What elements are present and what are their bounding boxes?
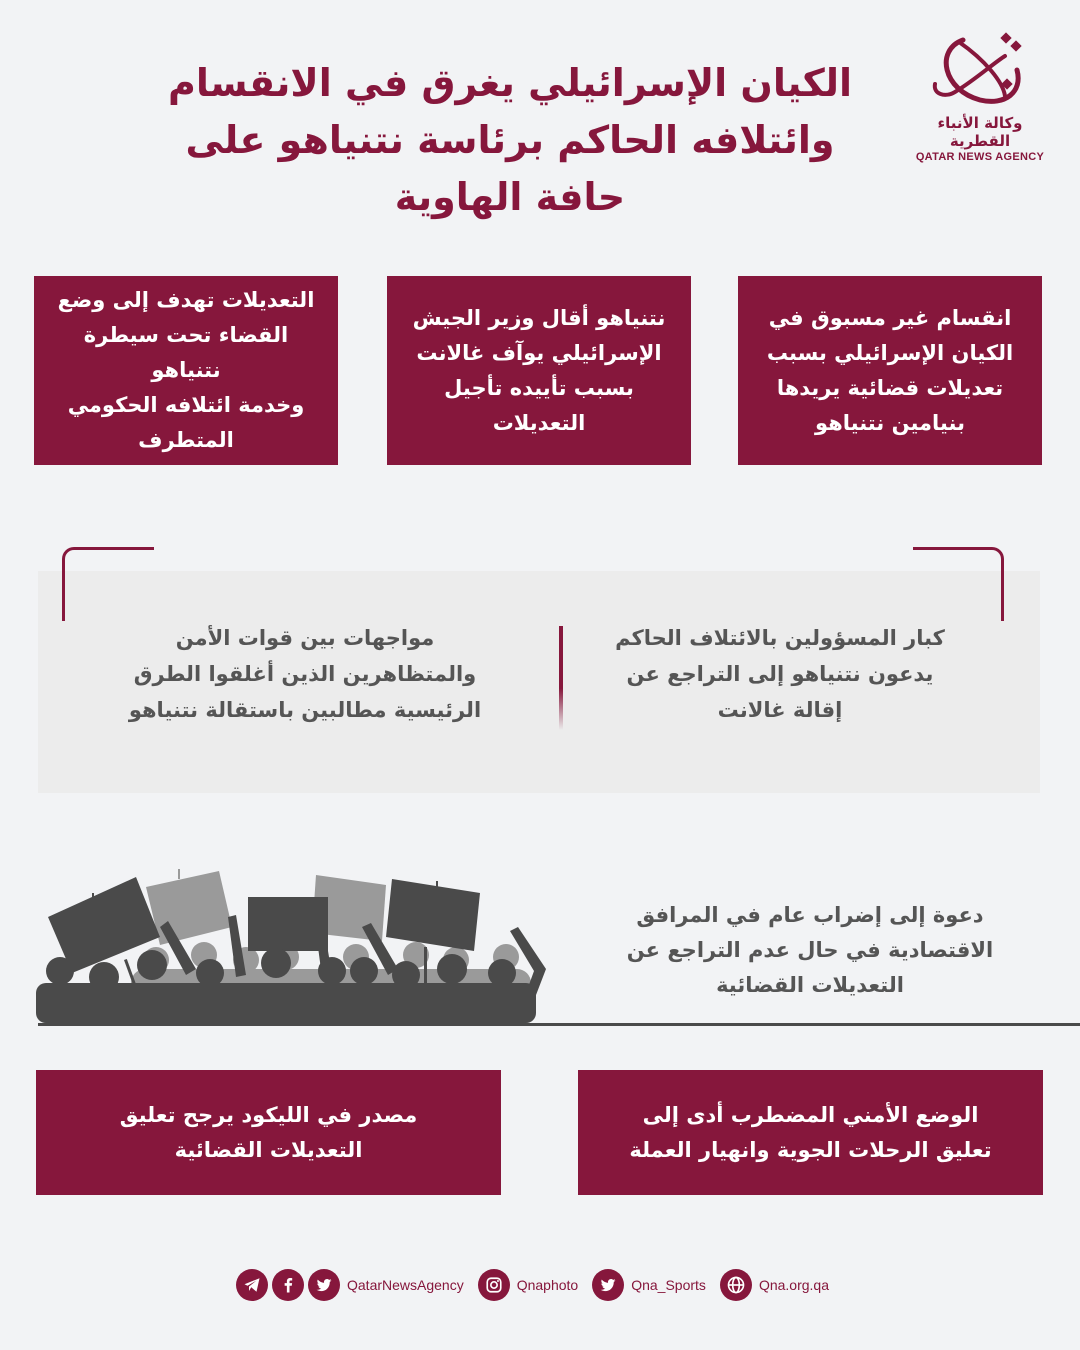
qna-logo <box>905 30 1055 163</box>
handle-website[interactable]: Qna.org.qa <box>758 1277 829 1293</box>
title-line-1: الكيان الإسرائيلي يغرق في الانقسام <box>168 61 852 105</box>
title-line-2: وائتلافه الحاكم برئاسة نتنياهو على <box>185 118 835 162</box>
box-line: وخدمة ائتلافه الحكومي <box>67 393 305 417</box>
box-line: بنيامين نتنياهو <box>815 410 965 435</box>
box-line: مصدر في الليكود يرجح تعليق <box>119 1102 418 1127</box>
handle-qatarnewsagency[interactable]: QatarNewsAgency <box>347 1277 464 1293</box>
box-line: التعديلات القضائية <box>174 1137 363 1162</box>
social-footer <box>236 1268 843 1302</box>
protest-crowd-illustration <box>36 865 596 1025</box>
panel-line: الرئيسية مطالبين باستقالة نتنياهو <box>128 698 482 722</box>
strike-line: دعوة إلى إضراب عام في المرافق <box>636 903 984 927</box>
handle-qna-sports[interactable]: Qna_Sports <box>631 1277 706 1293</box>
panel-line: إقالة غالانت <box>717 698 843 722</box>
twitter-icon[interactable] <box>308 1269 340 1301</box>
twitter-icon[interactable] <box>592 1269 624 1301</box>
qna-emblem-icon <box>925 30 1035 112</box>
handle-qnaphoto[interactable]: Qnaphoto <box>516 1277 579 1293</box>
box-line: بسبب تأييده تأجيل <box>444 375 634 400</box>
telegram-icon[interactable] <box>236 1269 268 1301</box>
strike-call-text <box>610 898 1010 1003</box>
fact-box-likud-source <box>36 1070 501 1195</box>
box-line: الوضع الأمني المضطرب أدى إلى <box>642 1102 979 1127</box>
box-line: التعديلات تهدف إلى وضع <box>57 288 315 312</box>
title-line-3: حافة الهاوية <box>394 175 626 219</box>
panel-line: يدعون نتنياهو إلى التراجع عن <box>626 662 934 686</box>
facebook-icon[interactable] <box>272 1269 304 1301</box>
panel-text-clashes <box>110 620 500 728</box>
strike-line: الاقتصادية في حال عدم التراجع عن <box>626 938 994 962</box>
box-line: نتنياهو أقال وزير الجيش <box>412 305 666 330</box>
panel-line: مواجهات بين قوات الأمن <box>175 626 435 650</box>
box-line: تعليق الرحلات الجوية وانهيار العملة <box>629 1137 992 1162</box>
strike-line: التعديلات القضائية <box>716 973 904 997</box>
box-line: الإسرائيلي يوآف غالانت <box>416 340 662 365</box>
logo-english-name: QATAR NEWS AGENCY <box>915 151 1045 163</box>
corner-bracket-right <box>913 547 1004 621</box>
globe-icon[interactable] <box>720 1269 752 1301</box>
box-line: الكيان الإسرائيلي بسبب <box>766 340 1014 365</box>
logo-arabic-name: وكالة الأنباء القطرية <box>937 114 1023 150</box>
instagram-icon[interactable] <box>478 1269 510 1301</box>
fact-box-division <box>738 276 1042 465</box>
fact-box-security-situation <box>578 1070 1043 1195</box>
box-line: التعديلات <box>492 410 586 435</box>
box-line: انقسام غير مسبوق في <box>768 305 1012 330</box>
panel-text-officials <box>590 620 970 728</box>
box-line: المتطرف <box>138 428 234 452</box>
box-line: تعديلات قضائية يريدها <box>776 375 1004 400</box>
fact-box-amendments-goal <box>34 276 338 465</box>
page-title <box>160 55 860 226</box>
ground-line <box>38 1023 1080 1026</box>
fact-box-gallant-dismissal <box>387 276 691 465</box>
panel-line: والمتظاهرين الذين أغلقوا الطرق <box>133 662 477 686</box>
panel-divider <box>559 626 563 730</box>
box-line: القضاء تحت سيطرة نتنياهو <box>83 323 289 382</box>
panel-line: كبار المسؤولين بالائتلاف الحاكم <box>615 626 945 650</box>
corner-bracket-left <box>62 547 154 621</box>
